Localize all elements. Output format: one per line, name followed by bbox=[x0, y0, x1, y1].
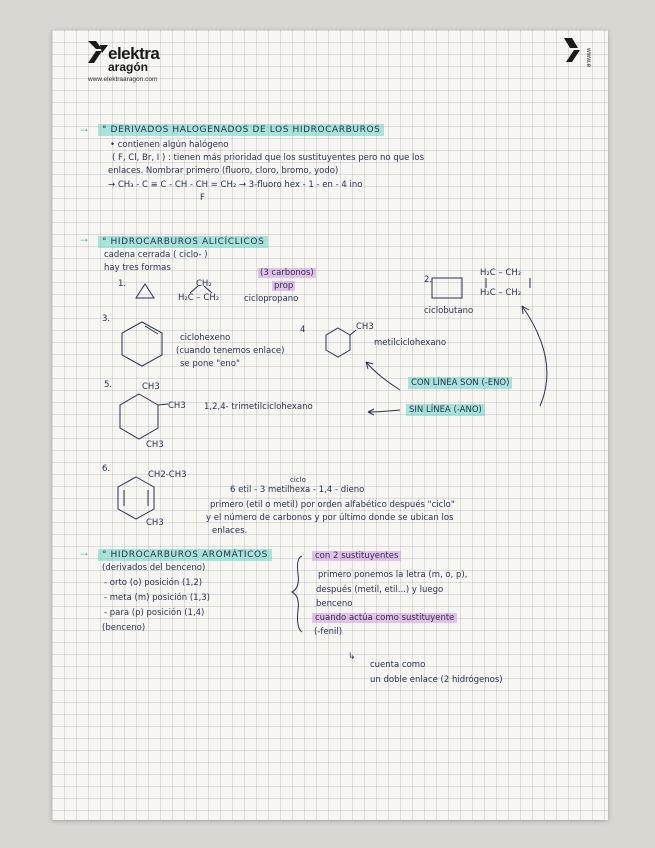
ex5-number: 5. bbox=[104, 380, 113, 390]
s3-line-1: (derivados del benceno) bbox=[102, 563, 206, 573]
ex6-sup: ciclo bbox=[290, 476, 306, 484]
ex6-explain-2: y el número de carbonos y por último donde se ubican los bbox=[206, 513, 454, 523]
s1-line-1: • contienen algún halógeno bbox=[110, 140, 229, 150]
ex6-explain-3: enlaces. bbox=[212, 526, 248, 536]
s2-line-2: hay tres formas bbox=[104, 263, 171, 273]
s3-right-line-3: benceno bbox=[316, 599, 353, 609]
ex6-number: 6. bbox=[102, 464, 111, 474]
rule-sin-linea: SIN LÍNEA (-ANO) bbox=[406, 404, 485, 416]
ex4-name: metilciclohexano bbox=[374, 338, 447, 348]
ex6-sub2: CH3 bbox=[146, 518, 164, 528]
ex1-number: 1. bbox=[118, 279, 127, 289]
s3-right-arrow: ↳ bbox=[348, 652, 356, 662]
section-arrow-icon: → bbox=[78, 231, 90, 245]
ex4-sub: CH3 bbox=[356, 322, 374, 332]
s1-line-2: ( F, Cl, Br, I ) : tienen más prioridad que los sustituyentes pero no que los bbox=[112, 153, 425, 163]
rule-con-linea: CON LÍNEA SON (-ENO) bbox=[408, 377, 512, 389]
section-title-halogenados: ° DERIVADOS HALOGENADOS DE LOS HIDROCARBUROS bbox=[98, 124, 384, 136]
ex5-sub3: CH3 bbox=[146, 440, 164, 450]
s3-right-line-2: después (metil, etil...) y luego bbox=[316, 585, 444, 595]
ex3-name: ciclohexeno bbox=[180, 333, 231, 343]
s3-line-5: (benceno) bbox=[102, 623, 146, 633]
ex6-sub1: CH2-CH3 bbox=[148, 470, 187, 480]
ex2-name: ciclobutano bbox=[424, 306, 474, 316]
brand-name-line2: aragón bbox=[108, 60, 149, 74]
s1-line-4: → CH₃ - C ≡ C - CH - CH = CH₂ → 3-fluoro hex - 1 - en - 4 ino bbox=[108, 180, 363, 190]
ex1-name: ciclopropano bbox=[244, 294, 299, 304]
section-title-aliciclicos: ° HIDROCARBUROS ALICÍCLICOS bbox=[98, 236, 268, 248]
ex1-bottom: H₂C – CH₂ bbox=[178, 293, 220, 303]
ex6-name: 6 etil - 3 metilhexa - 1,4 - dieno bbox=[230, 485, 365, 495]
ex1-note: (3 carbonos) bbox=[260, 268, 314, 278]
s3-right-last-1: cuenta como bbox=[370, 660, 426, 670]
ex6-explain-1: primero (etil o metil) por orden alfabético después "ciclo" bbox=[210, 500, 455, 510]
s2-line-1: cadena cerrada ( ciclo- ) bbox=[104, 250, 208, 260]
ex1-top: CH₂ bbox=[196, 279, 212, 289]
ex3-number: 3. bbox=[102, 314, 111, 324]
ex5-sub2: CH3 bbox=[168, 401, 186, 411]
side-url: www.e bbox=[585, 48, 592, 68]
s3-right-last-2: un doble enlace (2 hidrógenos) bbox=[370, 675, 503, 685]
section-title-aromaticos: ° HIDROCARBUROS AROMÁTICOS bbox=[98, 549, 272, 561]
ex1-note2: prop bbox=[274, 281, 294, 291]
ex3-note1: (cuando tenemos enlace) bbox=[176, 346, 285, 356]
s3-right-line-1: primero ponemos la letra (m, o, p), bbox=[318, 570, 468, 580]
ex3-note2: se pone "eno" bbox=[180, 359, 240, 369]
brand-url: www.elektraaragon.com bbox=[88, 76, 158, 83]
s3-line-3: - meta (m) posición (1,3) bbox=[104, 593, 210, 603]
section-arrow-icon: → bbox=[78, 545, 90, 559]
ex2-number: 2. bbox=[424, 275, 433, 285]
s3-right-sub: (-fenil) bbox=[314, 627, 343, 637]
ex5-name: 1,2,4- trimetilciclohexano bbox=[204, 402, 313, 412]
s3-line-4: - para (p) posición (1,4) bbox=[104, 608, 205, 618]
ex2-top: H₂C – CH₂ bbox=[480, 268, 522, 278]
ex4-number: 4 bbox=[300, 325, 306, 335]
s1-line-3: enlaces. Nombrar primero (fluoro, cloro, bromo, yodo) bbox=[108, 166, 339, 176]
s3-right-title2: cuando actúa como sustituyente bbox=[312, 613, 457, 623]
s1-line-5: F bbox=[200, 193, 205, 203]
ex2-bottom: H₂C – CH₂ bbox=[480, 288, 522, 298]
s3-right-title: con 2 sustituyentes bbox=[312, 551, 401, 561]
s3-line-2: - orto (o) posición (1,2) bbox=[104, 578, 203, 588]
brand-name: elektra bbox=[108, 44, 160, 63]
section-arrow-icon: → bbox=[78, 121, 90, 135]
ex5-sub1: CH3 bbox=[142, 382, 160, 392]
